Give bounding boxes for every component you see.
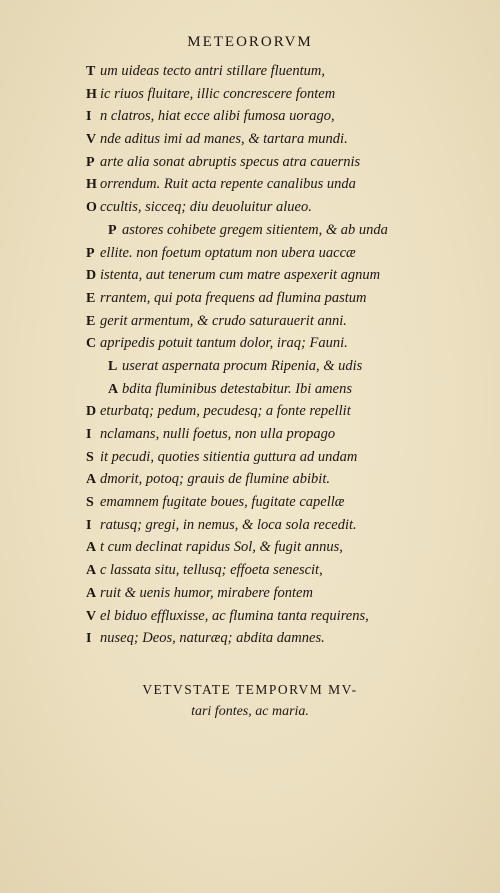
verse-line bbox=[86, 536, 446, 559]
verse-initial: I bbox=[86, 427, 92, 442]
verse-text: n clatros, hiat ecce alibi fumosa uorago, bbox=[100, 108, 335, 125]
verse-line bbox=[86, 332, 446, 355]
verse-initial: D bbox=[86, 268, 97, 284]
verse-text: gerit armentum, & crudo saturauerit anni. bbox=[100, 312, 347, 329]
verse-line bbox=[86, 105, 446, 128]
verse-text: ccultis, sicceq; diu deuoluitur alueo. bbox=[100, 199, 312, 216]
section-heading: VETVSTATE TEMPORVM MV- bbox=[142, 682, 358, 697]
verse-initial: H bbox=[86, 86, 97, 102]
verse-initial: A bbox=[86, 585, 97, 601]
verse-text: emamnem fugitate boues, fugitate capellæ bbox=[100, 494, 345, 511]
verse-line bbox=[86, 378, 446, 401]
verse-initial: V bbox=[86, 608, 97, 624]
verse-text: t cum declinat rapidus Sol, & fugit annus, bbox=[100, 539, 343, 556]
verse-line bbox=[86, 423, 446, 446]
verse-text: ic riuos fluitare, illic concrescere fontem bbox=[100, 85, 336, 102]
verse-text: nuseq; Deos, naturæq; abdita damnes. bbox=[100, 630, 325, 647]
verse-text: eturbatq; pedum, pecudesq; a fonte repellit bbox=[100, 403, 351, 420]
verse-initial: I bbox=[86, 631, 92, 647]
verse-line bbox=[86, 514, 446, 537]
verse-text: ruit & uenis humor, mirabere fontem bbox=[100, 584, 313, 601]
verse-line bbox=[86, 83, 446, 106]
verse-initial: S bbox=[86, 495, 94, 511]
verse-line bbox=[86, 128, 446, 151]
verse-line bbox=[86, 151, 446, 174]
verse-text: um uideas tecto antri stillare fluentum, bbox=[100, 63, 325, 79]
verse-line bbox=[86, 196, 446, 219]
verse-initial: V bbox=[86, 132, 97, 148]
verse-text: arte alia sonat abruptis specus atra cauernis bbox=[100, 153, 361, 170]
verse-initial: I bbox=[86, 109, 92, 125]
verse-line bbox=[86, 310, 446, 333]
verse-initial: H bbox=[86, 177, 97, 193]
verse-text: istenta, aut tenerum cum matre aspexerit agnum bbox=[100, 267, 381, 284]
verse-initial: A bbox=[86, 540, 97, 556]
verse-initial: P bbox=[86, 245, 95, 261]
verse-initial: A bbox=[86, 472, 97, 488]
verse-line bbox=[86, 219, 446, 242]
verse-line bbox=[86, 173, 446, 196]
verse-text: ellite. non foetum optatum non ubera uaccæ bbox=[100, 244, 356, 261]
verse-initial: I bbox=[86, 517, 92, 533]
verse-text: astores cohibete gregem sitientem, & ab unda bbox=[122, 221, 388, 238]
verse-initial: L bbox=[108, 358, 118, 374]
verse-initial: C bbox=[86, 336, 97, 352]
verse-line bbox=[86, 605, 446, 628]
verse-initial: P bbox=[86, 154, 95, 170]
verse-line bbox=[86, 491, 446, 514]
verse-line bbox=[86, 400, 446, 423]
running-head: METEORORVM bbox=[187, 34, 313, 50]
verse-initial: A bbox=[108, 381, 119, 397]
verse-line bbox=[86, 468, 446, 491]
verse-initial: E bbox=[86, 290, 96, 306]
verse-text: rrantem, qui pota frequens ad flumina pastum bbox=[100, 289, 367, 306]
verse-text: bdita fluminibus detestabitur. Ibi amens bbox=[122, 380, 352, 397]
verse-line bbox=[86, 627, 446, 650]
verse-line bbox=[86, 242, 446, 265]
verse-initial: E bbox=[86, 313, 96, 329]
verse-text: it pecudi, quoties sitientia guttura ad undam bbox=[100, 448, 358, 465]
verse-text: el biduo effluxisse, ac flumina tanta requirens, bbox=[100, 607, 369, 624]
verse-text: nde aditus imi ad manes, & tartara mundi. bbox=[100, 131, 348, 148]
verse-initial: T bbox=[86, 64, 96, 79]
verse-initial: O bbox=[86, 200, 97, 216]
verse-list bbox=[86, 60, 446, 650]
verse-line bbox=[86, 559, 446, 582]
verse-initial: A bbox=[86, 563, 97, 579]
verse-initial: D bbox=[86, 404, 97, 420]
verse-line bbox=[86, 355, 446, 378]
verse-text: dmorit, potoq; grauis de flumine abibit. bbox=[100, 471, 330, 488]
verse-line bbox=[86, 446, 446, 469]
verse-initial: S bbox=[86, 449, 94, 465]
verse-text: userat aspernata procum Ripenia, & udis bbox=[122, 357, 363, 374]
verse-text: c lassata situ, tellusq; effoeta senescit, bbox=[100, 562, 323, 579]
verse-line bbox=[86, 582, 446, 605]
verse-line bbox=[86, 287, 446, 310]
verse-line bbox=[86, 60, 446, 83]
verse-initial: P bbox=[108, 222, 117, 238]
section-subheading: tari fontes, ac maria. bbox=[191, 704, 309, 719]
verse-text: ratusq; gregi, in nemus, & loca sola recedit. bbox=[100, 516, 357, 533]
verse-text: nclamans, nulli foetus, non ulla propago bbox=[100, 426, 336, 442]
verse-line bbox=[86, 264, 446, 287]
verse-text: apripedis potuit tantum dolor, iraq; Fauni. bbox=[100, 335, 348, 352]
verse-text: orrendum. Ruit acta repente canalibus unda bbox=[100, 176, 356, 193]
